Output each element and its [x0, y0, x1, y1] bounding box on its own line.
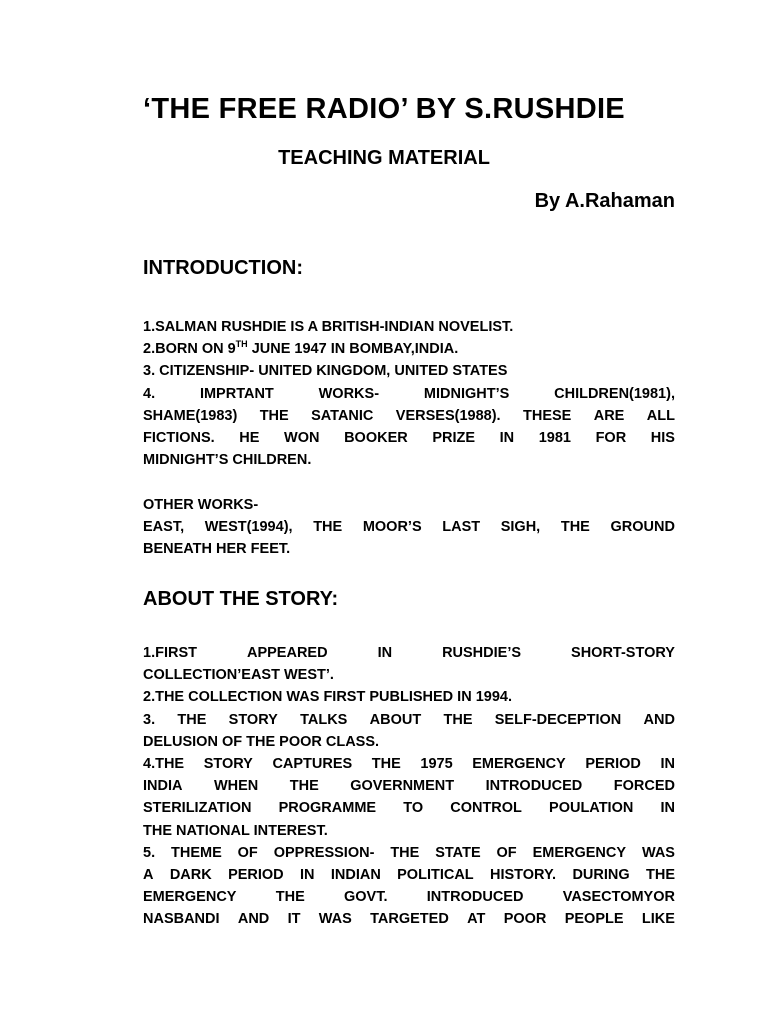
word: LAST [442, 519, 481, 536]
word: CHILDREN(1981), [554, 385, 675, 402]
word: PEOPLE [564, 911, 624, 928]
word: RUSHDIE’S [442, 645, 522, 661]
word: EMERGENCY [472, 755, 566, 772]
word: HE [239, 429, 260, 446]
intro-item-2 [143, 338, 675, 360]
word: IN [300, 866, 315, 883]
word: OF [237, 844, 258, 861]
word: WHEN [213, 778, 259, 795]
intro-item-4-line-1 [143, 383, 675, 405]
word: 4. [143, 385, 156, 402]
word: WORKS- [318, 385, 380, 402]
word: IN [660, 755, 675, 772]
word: DURING [572, 866, 630, 883]
word: STORY [228, 711, 278, 728]
word: INTRODUCED [426, 889, 524, 906]
word: FORCED [613, 778, 675, 795]
word: WAS [641, 844, 675, 861]
word: OPPRESSION- [273, 844, 375, 861]
story-item-1-line-1 [143, 642, 675, 664]
word: WON [284, 429, 320, 446]
word: PROGRAMME [278, 800, 377, 817]
word: THE [275, 889, 305, 906]
word: THE [289, 778, 319, 795]
word: INDIAN [330, 866, 381, 883]
story-item-4-line-3 [143, 797, 675, 819]
word: 4.THE [143, 755, 185, 772]
word: IMPRTANT [199, 385, 274, 402]
word: THE [259, 407, 289, 424]
word: POLITICAL [397, 866, 474, 883]
about-story-section [143, 642, 675, 930]
word: MIDNIGHT’S [423, 385, 510, 402]
story-item-4-line-1 [143, 753, 675, 775]
word: TARGETED [370, 911, 449, 928]
intro-item-3: 3. CITIZENSHIP- UNITED KINGDOM, UNITED STATES [143, 363, 508, 380]
other-works-section [143, 494, 675, 561]
word: EMERGENCY [143, 889, 237, 906]
word: ALL [646, 407, 675, 424]
word: VASECTOMYOR [562, 889, 675, 906]
word: THESE [522, 407, 572, 424]
word: NASBANDI [143, 911, 220, 928]
word: FOR [595, 429, 627, 446]
word: PRIZE [432, 429, 476, 446]
word: SELF-DECEPTION [494, 711, 622, 728]
word: INTRODUCED [485, 778, 583, 795]
word: CONTROL [450, 800, 522, 817]
word: FICTIONS. [143, 429, 215, 446]
word: STERILIZATION [143, 800, 252, 817]
word: EMERGENCY [532, 844, 627, 861]
story-item-4-line-4: THE NATIONAL INTEREST. [143, 822, 328, 839]
word: SHAME(1983) [143, 407, 238, 424]
story-item-2: 2.THE COLLECTION WAS FIRST PUBLISHED IN 1994. [143, 689, 512, 706]
story-item-5-line-2 [143, 864, 675, 886]
word: THE [177, 711, 207, 728]
word: MOOR’S [362, 519, 422, 536]
introduction-section [143, 316, 675, 471]
introduction-heading: INTRODUCTION: [143, 257, 303, 279]
other-works-line-2: BENEATH HER FEET. [143, 541, 291, 558]
story-item-5-line-3 [143, 886, 675, 908]
intro-item-2-text-rest: JUNE 1947 IN BOMBAY,INDIA. [247, 341, 459, 358]
word: THE [313, 519, 343, 536]
word: THE [390, 844, 420, 861]
document-subtitle: TEACHING MATERIAL [278, 147, 490, 169]
word: THE [560, 519, 590, 536]
word: PERIOD [228, 866, 284, 883]
word: ABOUT [369, 711, 422, 728]
word: HIS [650, 429, 675, 446]
word: AT [467, 911, 486, 928]
intro-item-1: 1.SALMAN RUSHDIE IS A BRITISH-INDIAN NOVELIST. [143, 319, 514, 335]
word: EAST, [143, 519, 185, 536]
word: TO [403, 800, 424, 817]
word: SIGH, [500, 519, 541, 536]
word: 3. [143, 711, 156, 728]
word: 5. [143, 844, 156, 861]
word: VERSES(1988). [395, 407, 501, 424]
word: PERIOD [585, 755, 641, 772]
word: POULATION [549, 800, 634, 817]
word: WEST(1994), [204, 519, 293, 536]
word: STORY [203, 755, 253, 772]
about-story-heading: ABOUT THE STORY: [143, 588, 339, 610]
word: THE [371, 755, 401, 772]
word: BOOKER [344, 429, 408, 446]
word: IN [660, 800, 675, 817]
word: THE [443, 711, 473, 728]
word: AND [643, 711, 675, 728]
document-title: ‘THE FREE RADIO’ BY S.RUSHDIE [143, 93, 625, 125]
word: GROUND [610, 519, 675, 536]
word: CAPTURES [272, 755, 353, 772]
word: LIKE [641, 911, 675, 928]
story-item-1-line-2: COLLECTION’EAST WEST’. [143, 667, 334, 684]
word: HISTORY. [490, 866, 557, 883]
other-works-label: OTHER WORKS- [143, 497, 259, 513]
word: POOR [503, 911, 547, 928]
story-item-3-line-2: DELUSION OF THE POOR CLASS. [143, 733, 380, 750]
word: APPEARED [246, 645, 328, 661]
other-works-line-1 [143, 516, 675, 538]
word: IN [377, 645, 393, 661]
story-item-4-line-2 [143, 775, 675, 797]
word: TALKS [300, 711, 348, 728]
intro-item-4-line-3 [143, 427, 675, 449]
intro-item-4-line-2 [143, 405, 675, 427]
story-item-5-line-4 [143, 908, 675, 930]
word: INDIA [143, 778, 183, 795]
word: THE [645, 866, 675, 883]
word: SATANIC [311, 407, 374, 424]
word: WAS [318, 911, 352, 928]
word: DARK [169, 866, 212, 883]
ordinal-superscript: TH [235, 339, 248, 350]
word: THEME [171, 844, 222, 861]
word: 1975 [420, 755, 453, 772]
word: IT [287, 911, 301, 928]
word: 1.FIRST [143, 645, 197, 661]
word: IN [499, 429, 515, 446]
story-item-5-line-1 [143, 842, 675, 864]
word: GOVERNMENT [350, 778, 455, 795]
word: GOVT. [344, 889, 388, 906]
word: A [143, 866, 154, 883]
intro-item-4-line-4: MIDNIGHT’S CHILDREN. [143, 452, 312, 469]
word: 1981 [538, 429, 571, 446]
word: OF [496, 844, 517, 861]
word: SHORT-STORY [571, 645, 675, 661]
word: ARE [593, 407, 625, 424]
word: AND [237, 911, 270, 928]
intro-item-2-text: 2.BORN ON 9 [143, 341, 236, 358]
word: STATE [435, 844, 481, 861]
story-item-3-line-1 [143, 709, 675, 731]
author-line: By A.Rahaman [534, 190, 675, 212]
